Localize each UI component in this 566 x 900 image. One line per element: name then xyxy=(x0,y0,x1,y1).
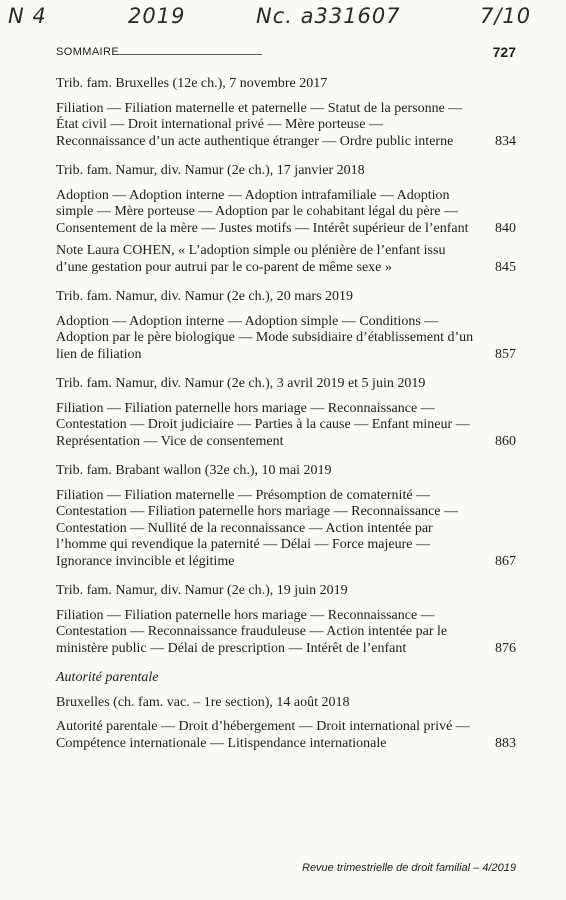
entry-page: 840 xyxy=(495,220,516,236)
entry-text: Adoption — Adoption interne — Adoption intrafamiliale — Adoption simple — Mère porteuse — Adoption par le cohabitant légal du père — Consentement de la mère — Justes motifs — Intérêt supérieur de l’enfant xyxy=(56,187,469,236)
entry-page: 883 xyxy=(495,735,516,751)
handwritten-ref: Nc. a331607 xyxy=(256,4,401,28)
entry-page: 860 xyxy=(495,433,516,449)
toc-note-entry xyxy=(56,243,516,276)
toc-entry xyxy=(56,401,516,451)
court-heading: Bruxelles (ch. fam. vac. – 1re section), 14 août 2018 xyxy=(56,694,350,710)
header-rule xyxy=(118,54,262,55)
entry-page: 867 xyxy=(495,553,516,569)
handwritten-right: 7/10 xyxy=(480,4,532,28)
court-heading: Trib. fam. Namur, div. Namur (2e ch.), 20 mars 2019 xyxy=(56,289,354,304)
entry-text: Filiation — Filiation maternelle — Présomption de comaternité — Contestation — Filiation paternelle hors mariage — Reconnaissance — Contestation — Nullité de la reconnaissance — Action intentée par l’homme qui revendique la paternité — Délai — Force majeure — Ignorance invincible et légitime xyxy=(56,487,459,569)
toc-entry xyxy=(56,314,516,364)
entry-text: Filiation — Filiation maternelle et paternelle — Statut de la personne — État civil — Droit international privé — Mère porteuse — Reconnaissance d’un acte authentique étranger — Ordre public interne xyxy=(56,100,463,149)
entry-text: Autorité parentale — Droit d’hébergement — Droit international privé — Compétence internationale — Litispendance internationale xyxy=(56,719,470,751)
entry-text: Note Laura COHEN, « L’adoption simple ou plénière de l’enfant issu d’une gestation pour autrui par le co-parent de même sexe » xyxy=(56,243,446,275)
table-of-contents xyxy=(56,76,516,765)
entry-page: 834 xyxy=(495,133,516,149)
header-title: SOMMAIRE xyxy=(56,46,120,58)
handwritten-year: 2019 xyxy=(128,4,186,28)
entry-page: 857 xyxy=(495,346,516,362)
entry-text: Adoption — Adoption interne — Adoption simple — Conditions — Adoption par le père biologique — Mode subsidiaire d’établissement d’un lien de filiation xyxy=(56,313,474,362)
entry-text: Filiation — Filiation paternelle hors mariage — Reconnaissance — Contestation — Reconnaissance frauduleuse — Action intentée par le ministère public — Délai de prescription — Intérêt de l’enfant xyxy=(56,607,448,656)
court-heading: Trib. fam. Namur, div. Namur (2e ch.), 3 avril 2019 et 5 juin 2019 xyxy=(56,376,426,391)
header-page-number: 727 xyxy=(492,44,516,60)
court-heading: Trib. fam. Bruxelles (12e ch.), 7 novembre 2017 xyxy=(56,76,328,91)
court-heading: Trib. fam. Namur, div. Namur (2e ch.), 19 juin 2019 xyxy=(56,583,348,598)
entry-text: Filiation — Filiation paternelle hors mariage — Reconnaissance — Contestation — Droit judiciaire — Parties à la cause — Enfant mineur — Représentation — Vice de consentement xyxy=(56,400,470,449)
court-heading: Trib. fam. Namur, div. Namur (2e ch.), 17 janvier 2018 xyxy=(56,163,365,178)
handwritten-left: N 4 xyxy=(8,4,47,28)
toc-entry xyxy=(56,188,516,238)
section-title: Autorité parentale xyxy=(56,670,159,685)
entry-page: 845 xyxy=(495,259,516,275)
toc-entry xyxy=(56,101,516,151)
page-header xyxy=(56,42,516,66)
page-footer: Revue trimestrielle de droit familial – 4/2019 xyxy=(302,862,516,874)
entry-page: 876 xyxy=(495,640,516,656)
handwritten-annotations xyxy=(0,4,566,38)
toc-entry xyxy=(56,719,516,752)
court-heading: Trib. fam. Brabant wallon (32e ch.), 10 mai 2019 xyxy=(56,463,332,478)
toc-entry xyxy=(56,608,516,658)
toc-entry xyxy=(56,488,516,571)
